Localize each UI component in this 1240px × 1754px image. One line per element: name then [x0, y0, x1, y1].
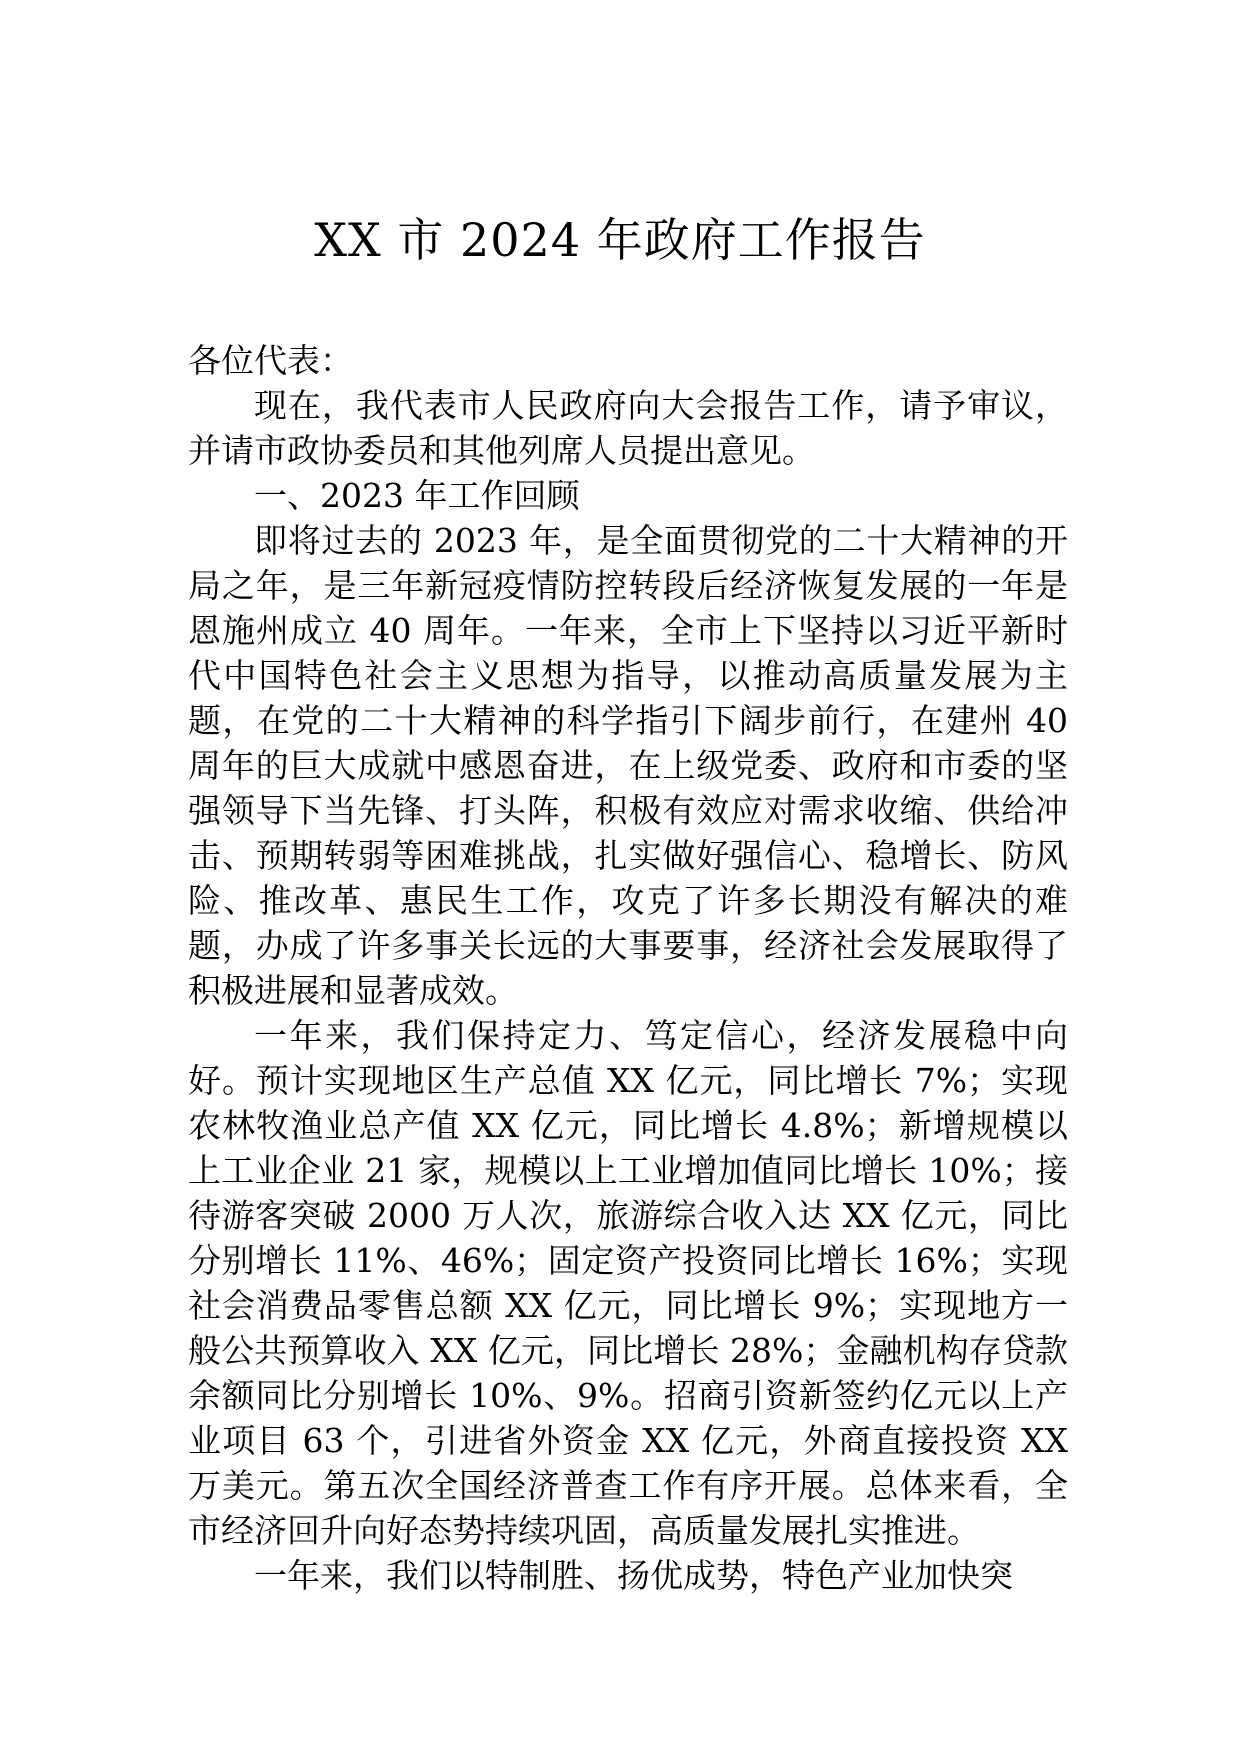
paragraph-economic-results: 一年来，我们保持定力、笃定信心，经济发展稳中向好。预计实现地区生产总值 XX 亿元，同比增长 7%；实现农林牧渔业总产值 XX 亿元，同比增长 4.8%；新增规模以上工业企业 21 家，规模以上工业增加值同比增长 10%；接待游客突破 2000 万人次，旅游综合收入达 XX 亿元，同比分别增长 11%、46%；固定资产投资同比增长 16%；实现社会消费品零售总额 XX 亿元，同比增长 9%；实现地方一般公共预算收入 XX 亿元，同比增长 28%；金融机构存贷款余额同比分别增长 10%、9%。招商引资新签约亿元以上产业项目 63 个，引进省外资金 XX 亿元，外商直接投资 XX 万美元。第五次全国经济普查工作有序开展。总体来看，全市经济回升向好态势持续巩固，高质量发展扎实推进。 [188, 1016, 1068, 1550]
section-heading-review-2023: 一、2023 年工作回顾 [254, 476, 580, 515]
paragraph-year-overview: 即将过去的 2023 年，是全面贯彻党的二十大精神的开局之年，是三年新冠疫情防控转段后经济恢复发展的一年是恩施州成立 40 周年。一年来，全市上下坚持以习近平新时代中国特色社会主义思想为指导，以推动高质量发展为主题，在党的二十大精神的科学指引下阔步前行，在建州 40 周年的巨大成就中感恩奋进，在上级党委、政府和市委的坚强领导下当先锋、打头阵，积极有效应对需求收缩、供给冲击、预期转弱等困难挑战，扎实做好强信心、稳增长、防风险、推改革、惠民生工作，攻克了许多长期没有解决的难题，办成了许多事关长远的大事要事，经济社会发展取得了积极进展和显著成效。 [188, 521, 1068, 1010]
paragraph-intro: 现在，我代表市人民政府向大会报告工作，请予审议，并请市政协委员和其他列席人员提出意见。 [188, 386, 1068, 470]
document-body [188, 338, 1068, 1598]
document-title: XX 市 2024 年政府工作报告 [314, 213, 926, 267]
salutation: 各位代表： [188, 341, 353, 380]
paragraph-special-industries: 一年来，我们以特制胜、扬优成势，特色产业加快突 [254, 1556, 1013, 1595]
